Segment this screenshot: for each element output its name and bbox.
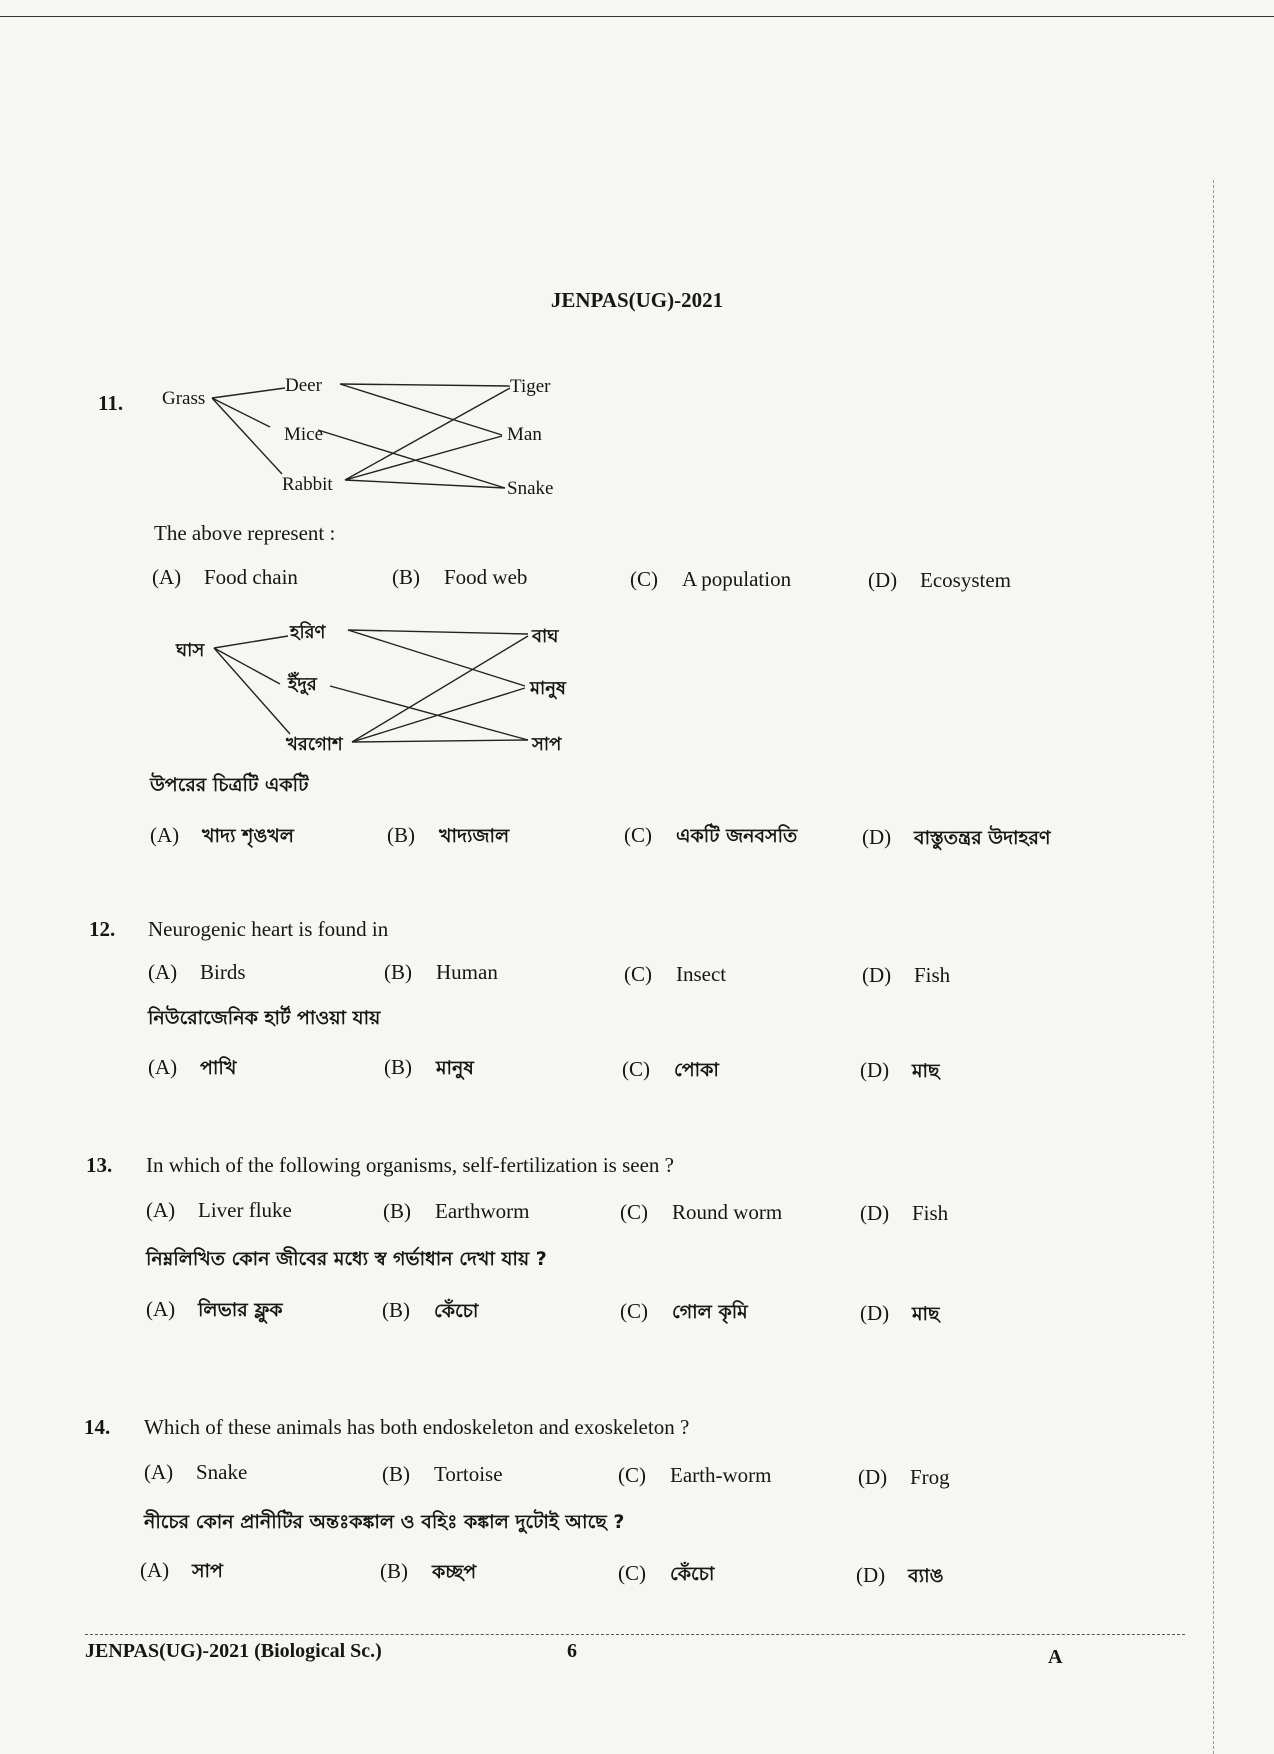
q12-option-a-bengali: [148, 1054, 236, 1086]
option-key: (B): [387, 823, 415, 847]
q14-option-b-bengali: [380, 1558, 476, 1590]
option-text: খাদ্যজাল: [439, 825, 510, 847]
edge-grass-mice-bn: [214, 648, 280, 684]
option-text: মাছ: [912, 1303, 940, 1325]
question-number-14: 14.: [84, 1415, 111, 1439]
option-text: Birds: [200, 960, 246, 984]
edge-deer-man: [340, 384, 502, 435]
q11-option-d-bengali: [862, 824, 1050, 856]
option-key: (C): [624, 823, 652, 847]
edge-deer-tiger-bn: [348, 630, 528, 634]
page-header: JENPAS(UG)-2021: [550, 288, 724, 312]
option-key: (B): [384, 1055, 412, 1079]
edge-deer-tiger: [340, 384, 510, 386]
option-key: (C): [624, 962, 652, 986]
question-11-text-english: The above represent :: [154, 521, 336, 545]
food-web-diagram-english: [160, 370, 580, 500]
option-key: (A): [140, 1558, 170, 1582]
node-mice-bn: ইঁদুর: [288, 674, 317, 695]
q14-option-d-english: [858, 1465, 950, 1490]
edge-grass-rabbit: [212, 398, 282, 474]
option-key: (D): [858, 1465, 888, 1489]
edge-grass-mice: [212, 398, 270, 427]
q13-option-d-english: [860, 1201, 948, 1226]
option-text: পোকা: [674, 1059, 719, 1081]
q14-option-c-english: [618, 1463, 771, 1488]
q11-option-b-bengali: [387, 822, 509, 854]
q11-option-a-english: [152, 565, 298, 590]
question-12-text-english: Neurogenic heart is found in: [148, 917, 389, 941]
q13-option-d-bengali: [860, 1300, 940, 1332]
node-grass-bn: ঘাস: [176, 640, 205, 661]
q12-option-d-english: [862, 963, 950, 988]
question-number-11: 11.: [98, 391, 124, 415]
option-key: (D): [862, 963, 892, 987]
option-key: (D): [860, 1058, 890, 1082]
edge-rabbit-tiger: [345, 388, 510, 480]
option-key: (B): [392, 565, 420, 589]
option-key: (C): [618, 1561, 646, 1585]
option-key: (D): [860, 1201, 890, 1225]
q13-option-b-bengali: [382, 1297, 478, 1329]
q14-option-a-bengali: [140, 1557, 223, 1589]
edge-grass-deer: [212, 388, 285, 398]
option-key: (A): [146, 1297, 176, 1321]
q11-option-a-bengali: [150, 822, 294, 854]
page-number: 6: [567, 1640, 577, 1662]
question-14-text-english: Which of these animals has both endoskeleton and exoskeleton ?: [144, 1415, 690, 1439]
option-text: Ecosystem: [920, 568, 1011, 592]
node-deer-bn: হরিণ: [290, 622, 326, 643]
edge-rabbit-tiger-bn: [352, 636, 528, 742]
option-text: Liver fluke: [198, 1198, 292, 1222]
question-14-text-bengali: নীচের কোন প্রানীটির অন্তঃকঙ্কাল ও বহিঃ কঙ্কাল দুটোই আছে ?: [144, 1511, 625, 1533]
option-text: মাছ: [912, 1060, 940, 1082]
option-key: (B): [382, 1298, 410, 1322]
option-text: Food web: [444, 565, 528, 589]
option-key: (B): [383, 1199, 411, 1223]
node-rabbit-bn: খরগোশ: [286, 734, 343, 755]
option-key: (D): [860, 1301, 890, 1325]
option-text: A population: [682, 567, 792, 591]
option-text: একটি জনবসতি: [676, 825, 798, 847]
option-key: (D): [862, 825, 892, 849]
option-text: Insect: [676, 962, 727, 986]
option-text: Fish: [914, 963, 951, 987]
node-tiger: Tiger: [510, 376, 551, 397]
question-number-12: 12.: [89, 917, 116, 941]
food-web-lines-bengali: [170, 612, 590, 762]
q13-option-c-english: [620, 1200, 782, 1225]
option-text: Frog: [910, 1465, 950, 1489]
option-text: Fish: [912, 1201, 949, 1225]
option-text: কচ্ছপ: [432, 1561, 477, 1583]
option-key: (A): [152, 565, 182, 589]
option-text: সাপ: [192, 1560, 223, 1582]
node-tiger-bn: বাঘ: [532, 626, 559, 647]
q14-option-c-bengali: [618, 1560, 714, 1592]
q12-option-c-bengali: [622, 1056, 719, 1088]
node-snake-bn: সাপ: [532, 734, 562, 755]
option-text: Earth-worm: [670, 1463, 772, 1487]
edge-rabbit-snake-bn: [352, 740, 528, 742]
question-13-text-bengali: নিম্নলিখিত কোন জীবের মধ্যে স্ব গর্ভাধান দেখা যায় ?: [146, 1248, 547, 1270]
top-rule: [0, 16, 1274, 17]
option-text: কেঁচো: [670, 1563, 715, 1585]
option-key: (C): [618, 1463, 646, 1487]
option-text: বাস্তুতন্ত্রর উদাহরণ: [914, 827, 1051, 849]
option-key: (C): [622, 1057, 650, 1081]
q13-option-a-english: [146, 1198, 292, 1223]
node-man-bn: মানুষ: [530, 678, 566, 699]
option-text: কেঁচো: [434, 1300, 479, 1322]
option-text: Round worm: [672, 1200, 783, 1224]
node-mice: Mice: [284, 424, 324, 445]
option-text: Tortoise: [434, 1462, 503, 1486]
node-rabbit: Rabbit: [282, 474, 333, 495]
q11-option-c-bengali: [624, 822, 797, 854]
option-key: (A): [148, 960, 178, 984]
option-key: (A): [144, 1460, 174, 1484]
option-text: গোল কৃমি: [672, 1301, 748, 1323]
question-12-text-bengali: নিউরোজেনিক হার্ট পাওয়া যায়: [148, 1007, 381, 1029]
option-text: Food chain: [204, 565, 298, 589]
edge-rabbit-man-bn: [352, 688, 525, 742]
option-text: লিভার ফ্লুক: [198, 1299, 283, 1321]
edge-grass-deer-bn: [214, 636, 288, 648]
node-snake: Snake: [507, 478, 554, 499]
q11-option-d-english: [868, 568, 1011, 593]
q13-option-b-english: [383, 1199, 529, 1224]
edge-rabbit-man: [345, 436, 502, 480]
edge-mice-snake-bn: [330, 686, 528, 740]
q12-option-c-english: [624, 962, 726, 987]
footer-exam-title: JENPAS(UG)-2021 (Biological Sc.): [85, 1640, 382, 1662]
q14-option-b-english: [382, 1462, 503, 1487]
option-text: Earthworm: [435, 1199, 530, 1223]
option-text: খাদ্য শৃঙখল: [202, 825, 294, 847]
option-key: (C): [620, 1200, 648, 1224]
option-key: (C): [630, 567, 658, 591]
q11-option-c-english: [630, 567, 791, 592]
q12-option-a-english: [148, 960, 246, 985]
q11-option-b-english: [392, 565, 527, 590]
option-key: (B): [380, 1559, 408, 1583]
node-grass: Grass: [162, 388, 206, 409]
q13-option-c-bengali: [620, 1298, 748, 1330]
edge-grass-rabbit-bn: [214, 648, 290, 734]
q12-option-d-bengali: [860, 1057, 940, 1089]
q13-option-a-bengali: [146, 1296, 283, 1328]
option-text: ব্যাঙ: [908, 1565, 944, 1587]
node-man: Man: [507, 424, 542, 445]
option-key: (B): [382, 1462, 410, 1486]
question-set-code: A: [1048, 1646, 1063, 1668]
option-text: Human: [436, 960, 498, 984]
q14-option-d-bengali: [856, 1562, 944, 1594]
question-11-text-bengali: উপরের চিত্রটি একটি: [150, 774, 309, 796]
option-key: (D): [856, 1563, 886, 1587]
q12-option-b-english: [384, 960, 498, 985]
right-margin-rule: [1213, 180, 1214, 1754]
food-web-diagram-bengali: [170, 612, 590, 762]
question-number-13: 13.: [86, 1153, 113, 1177]
option-key: (C): [620, 1299, 648, 1323]
option-key: (A): [150, 823, 180, 847]
option-key: (A): [148, 1055, 178, 1079]
node-deer: Deer: [285, 375, 322, 396]
option-key: (D): [868, 568, 898, 592]
option-text: মানুষ: [436, 1057, 474, 1079]
q12-option-b-bengali: [384, 1054, 474, 1086]
option-key: (A): [146, 1198, 176, 1222]
footer-rule: [85, 1634, 1185, 1635]
question-13-text-english: In which of the following organisms, self-fertilization is seen ?: [146, 1153, 674, 1177]
option-key: (B): [384, 960, 412, 984]
edge-deer-man-bn: [348, 630, 525, 686]
option-text: Snake: [196, 1460, 248, 1484]
option-text: পাখি: [200, 1057, 237, 1079]
q14-option-a-english: [144, 1460, 247, 1485]
